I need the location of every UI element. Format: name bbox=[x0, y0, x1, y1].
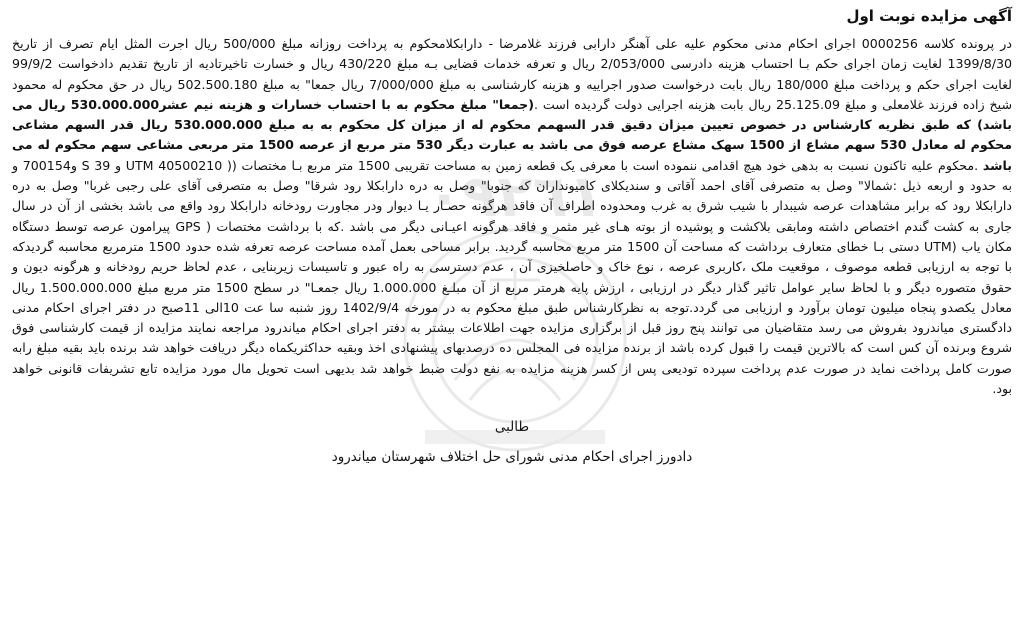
watermark-digits: ٠٩٢٦١ bbox=[426, 162, 604, 230]
signatory-title: دادورز اجرای احکام مدنی شورای حل اختلاف شهرستان میاندرود bbox=[331, 449, 693, 466]
notice-title: آگهی مزایده نوبت اول bbox=[846, 7, 1012, 25]
notice-body-part-3: .محکوم علیه تاکنون نسبت به بدهی خود هیچ اقدامی ننموده است با معرفی یک قطعه زمین به مساحت تقریبی 1500 متر مربع بـا مختصات (( UTM 40500210 و 39 S و700154 و به حدود و اربعه ذیل :شمالا" وصل به متصرفی آقای احمد آقاتی و سندیکلای کامیونداران که جنوبا" وصل به دره دارابکلا رود شرقا" وصل به متصرفی آقای علی رجبی غربا" وصل به دره دارابکلا رود که برابر مشاهدات عرصه شیبدار با شیب شرق به غرب ومحدوده اطراف آن فاقد هرگونه حصـار یـا دیوار ودر مجاورت رودخانه دارابکلا رود واقع می باشد بخشی از آن در سال جاری به کشت گندم اختصاص داشته ومابقی بلاکشت و پوشیده از بوته هـای غیر مثمر و فاقد هرگونه اعیـانی دیگر می باشد .که با برداشت مختصات ( GPS پیرامون عرصه توسط دستگاه مکان یاب (UTM دستی بـا خطای متعارف برداشت که مساحت آن 1500 متر مربع محاسبه گردید. برابر مساحی بعمل آمده مساحت عرصه تعرفه شده حدود 1500 مترمربع محاسبه گردیدکه با توجه به ارزیابی قطعه موصوف ، موقعیت ملک ،کاربری عرصه ، نوع خاک و حاصلخیزی آن ، عدم دسترسی به راه عبور و تاسیسات زیربنایی ، عدم لحاظ حریم رودخانه و هرگونه دیون و حقوق متصوره دیگر و با لحاظ سایر عوامل تاثیر گذار دیگر در ارزیابی ، ارزش پایه هرمتر مربع از آن مبلـغ 1.000.000 ریال جمعـا" در سطح 1500 متر مربع مبلغ 1.500.000.000 ریال معادل یکصدو پنجاه میلیون تومان برآورد و ارزیابی می گردد.توجه به نظرکارشناس طبق مبلغ محکوم به در مورخه 1402/9/4 روز شنبه سا عت 10الی 11صبح در دفتر اجرای احکام مدنی دادگستری میاندرود بفروش می رسد متقاضیان می توانند پنج روز قبل از برگزاری مزایده جهت اطلاعات بیشتر به دفتر اجرای احکام میاندرود مراجعه نمایند مزایده از قیمت کارشناسی فوق شروع وبرنده آن کس است که بالاترین قیمت را قبول کرده باشد از برنده مزایده فی المجلس ده درصدبهای پیشنهادی اخذ وبقیه حداکثریکماه دیگر دریافت خواهد شد برنده باید بقیه مبلغ رابه صورت کامل پرداخت نماید در صورت عدم پرداخت سپرده تودیعی پس از کسر هزینه مزایده به نفع دولت ضبط خواهد شد بدیهی است تحویل مال مورد مزایده تابع تشریفات قانونی خواهد بود. bbox=[12, 157, 1013, 397]
notice-body-part-1: در پرونده کلاسه 0000256 اجرای احکام مدنی محکوم علیه علی آهنگر دارابی فرزند غلامرضا - دارابکلامحکوم به پرداخت روزانه مبلغ 500/000 ریال اجرت المثل ایام تصرف از تاریخ 1399/8/30 لغایت زمان اجرای حکم بـا احتساب هزینه دادرسی 2/053/000 ریال و تعرفه خدمات قضایی بـه مبلغ 430/220 ریال و خسارت تاخیرتادیه از تاریخ تقدیم دادخواست 99/9/2 لغایت اجرای حکم و پرداخت مبلغ 180/000 ریال بابت درخواست صدور اجراییه و هزینه کارشناسی به مبلغ 7/000/000 ریال جمعا" به مبلغ 502.500.180 ریال در حق محکوم له محمود شیخ زاده فرزند غلامعلی و مبلغ 25.125.09 ریال بابت هزینه اجرایی دولت گردیده است . bbox=[12, 36, 1013, 112]
notice-body bbox=[12, 34, 1012, 399]
notice-body-bold-part: (جمعا" مبلغ محکوم به با احتساب خسارات و هزینه نیم عشر530.000.000 ریال می باشد) که طبق نظریه کارشناس در خصوص تعیین میزان دقیق قدر السهمم محکوم له از میزان کل محکوم به به مبلغ 530.000.000 ریال قدر السهم مشاعی محکوم له معادل 530 سهم مشاع از 1500 سهک مشاع عرصه فوق می باشد به عبارت دیگر 530 متر مربع از عرصه 1500 متر مربعی مشاعی سهم محکوم له می باشد bbox=[12, 96, 1013, 173]
signatory-name: طالبی bbox=[494, 419, 530, 436]
